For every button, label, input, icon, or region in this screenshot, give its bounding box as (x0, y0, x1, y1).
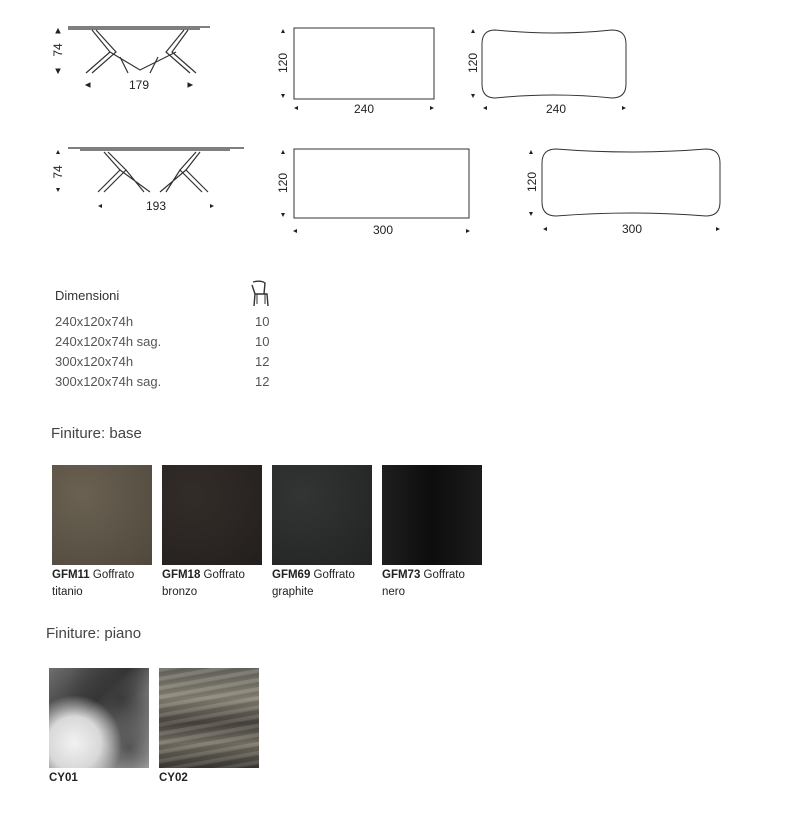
dimension-row-size: 240x120x74h sag. (55, 334, 162, 349)
dimension-row-seats: 10 (255, 314, 270, 329)
elevation-193 (68, 148, 244, 192)
row2-rect-length-label: 300 (372, 223, 394, 237)
row2-base-length-label: 193 (145, 199, 167, 213)
swatch-caption-gfm69 (272, 567, 377, 601)
swatch-name: Goffrato graphite (272, 569, 355, 598)
finishes-top-title: Finiture: piano (46, 625, 142, 642)
swatch-caption-gfm11 (52, 567, 157, 601)
swatch-name: Goffrato nero (382, 569, 465, 598)
swatch-gfm11[interactable] (52, 465, 152, 565)
swatch-gfm18[interactable] (162, 465, 262, 565)
swatch-cy02[interactable] (159, 668, 259, 768)
swatch-code: CY01 (49, 772, 78, 784)
dimension-row-size: 300x120x74h (55, 354, 134, 369)
swatch-gfm69[interactable] (272, 465, 372, 565)
swatch-code: GFM73 (382, 569, 421, 581)
dimensions-heading: Dimensioni (55, 288, 120, 303)
chair-icon (249, 280, 271, 308)
row1-shaped-length-label: 240 (545, 102, 567, 116)
swatch-code: GFM18 (162, 569, 201, 581)
row2-rect-depth-label: 120 (276, 172, 290, 194)
swatch-caption-gfm73 (382, 567, 487, 601)
row1-rect-length-label: 240 (353, 102, 375, 116)
swatch-name: Goffrato bronzo (162, 569, 245, 598)
elevation-179 (68, 27, 210, 73)
dimension-row-seats: 12 (255, 374, 270, 389)
dimension-row-seats: 12 (255, 354, 270, 369)
shaped-top-240 (482, 30, 626, 98)
row1-rect-depth-label: 120 (276, 52, 290, 74)
finishes-base-title: Finiture: base (51, 425, 142, 442)
row1-height-label: 74 (51, 43, 65, 57)
row1-base-length-label: 179 (128, 78, 150, 92)
swatch-name: Goffrato titanio (52, 569, 135, 598)
dimension-row-seats: 10 (255, 334, 270, 349)
swatch-caption-gfm18 (162, 567, 267, 601)
row1-shaped-depth-label: 120 (466, 52, 480, 74)
row2-height-label: 74 (51, 165, 65, 179)
swatch-code: CY02 (159, 772, 188, 784)
swatch-code: GFM11 (52, 569, 90, 581)
row2-shaped-depth-label: 120 (525, 171, 539, 193)
rect-top-300 (294, 149, 469, 218)
shaped-top-300 (542, 149, 720, 216)
rect-top-240 (294, 28, 434, 99)
swatch-gfm73[interactable] (382, 465, 482, 565)
dimension-row-size: 300x120x74h sag. (55, 374, 162, 389)
technical-drawings (0, 0, 786, 250)
swatch-caption-cy02 (159, 770, 264, 787)
swatch-code: GFM69 (272, 569, 311, 581)
row2-shaped-length-label: 300 (621, 222, 643, 236)
swatch-cy01[interactable] (49, 668, 149, 768)
swatch-caption-cy01 (49, 770, 154, 787)
dimension-row-size: 240x120x74h (55, 314, 134, 329)
